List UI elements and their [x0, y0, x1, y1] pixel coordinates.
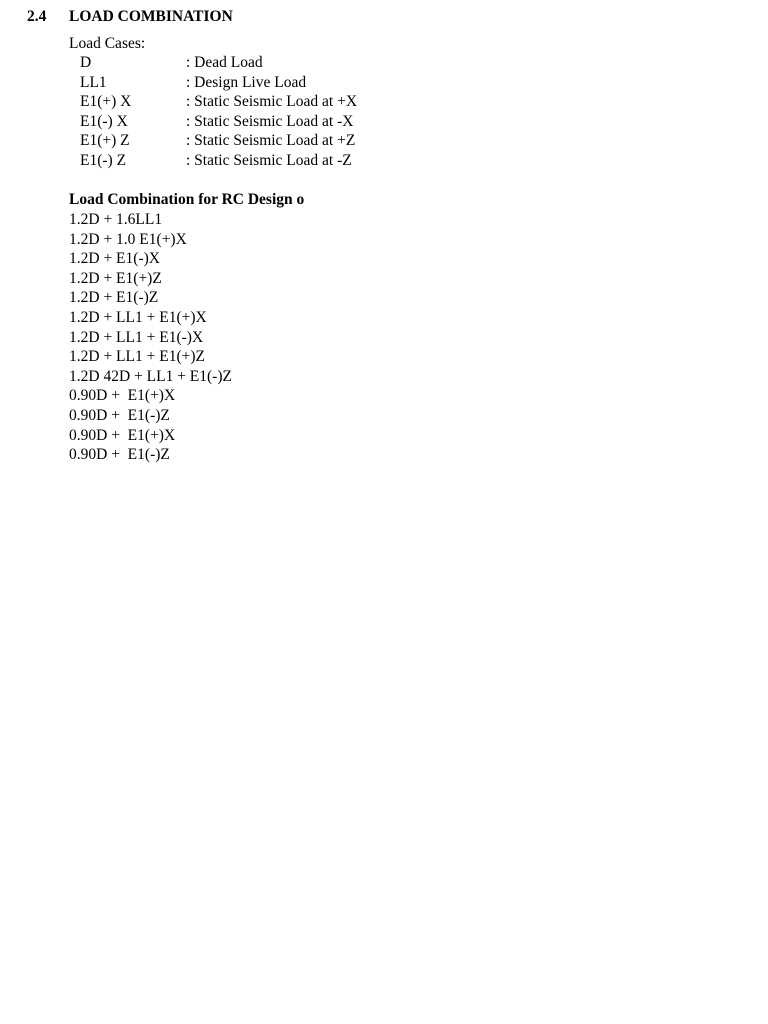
load-cases-table	[80, 53, 357, 171]
combination-list	[69, 210, 232, 465]
combination-item: 1.2D + LL1 + E1(-)X	[69, 328, 204, 346]
load-case-description: : Design Live Load	[186, 73, 307, 91]
load-case-row	[80, 53, 357, 73]
combination-item: 1.2D + E1(-)Z	[69, 289, 159, 307]
section-heading	[27, 7, 233, 27]
load-case-description: : Static Seismic Load at -Z	[186, 151, 352, 169]
load-case-row	[80, 73, 357, 93]
load-case-code: E1(-) X	[80, 112, 128, 130]
combination-item: 0.90D + E1(+)X	[69, 426, 176, 444]
load-case-description: : Static Seismic Load at -X	[186, 112, 354, 130]
load-case-row	[80, 92, 357, 112]
load-cases-label: Load Cases:	[69, 35, 146, 52]
load-case-description: : Static Seismic Load at +X	[186, 93, 358, 111]
load-case-description: : Static Seismic Load at +Z	[186, 132, 356, 150]
combination-heading: Load Combination for RC Design o	[69, 191, 305, 208]
combination-item: 1.2D + 1.0 E1(+)X	[69, 230, 187, 248]
combination-item: 0.90D + E1(-)Z	[69, 406, 170, 424]
load-case-code: E1(+) Z	[80, 132, 130, 150]
load-case-code: E1(-) Z	[80, 151, 127, 169]
combination-item: 1.2D + 1.6LL1	[69, 211, 163, 228]
combination-item: 1.2D + E1(+)Z	[69, 269, 162, 287]
combination-item: 0.90D + E1(-)Z	[69, 446, 170, 464]
load-case-row	[80, 131, 357, 151]
section-title: LOAD COMBINATION	[69, 8, 233, 25]
load-case-description: : Dead Load	[186, 54, 263, 71]
load-case-row	[80, 112, 357, 132]
combination-item: 1.2D + LL1 + E1(+)X	[69, 308, 207, 326]
load-case-row	[80, 151, 357, 171]
load-case-code: LL1	[80, 73, 107, 91]
combination-item: 0.90D + E1(+)X	[69, 387, 176, 405]
section-number: 2.4	[27, 8, 47, 25]
combination-item: 1.2D + E1(-)X	[69, 250, 160, 268]
load-case-code: E1(+) X	[80, 93, 132, 111]
load-case-code: D	[80, 54, 92, 71]
combination-item: 1.2D + LL1 + E1(+)Z	[69, 348, 205, 366]
combination-item: 1.2D 42D + LL1 + E1(-)Z	[69, 367, 232, 385]
